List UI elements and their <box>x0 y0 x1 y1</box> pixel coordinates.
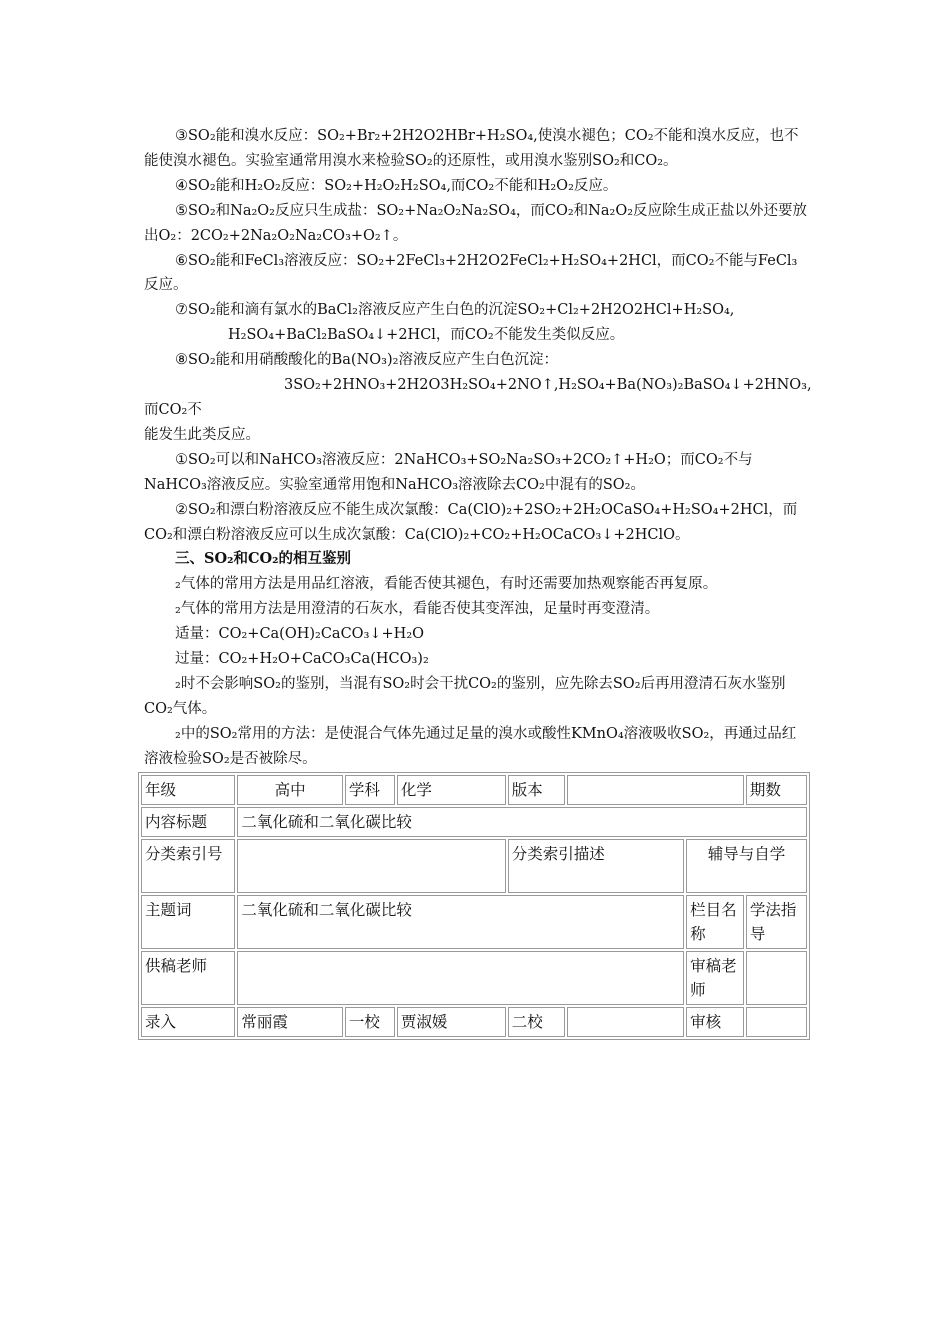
edition-value <box>567 775 743 805</box>
paragraph-barium-nitrate-tail: 能发生此类反应。 <box>144 426 260 443</box>
paragraph-removal-method: ₂中的SO₂常用的方法：是使混合气体先通过足量的溴水或酸性KMnO₄溶液吸收SO₂，再通过品红溶液检验SO₂是否被除尽。 <box>144 725 797 767</box>
contributor-label: 供稿老师 <box>141 951 235 1005</box>
column-value: 学法指导 <box>746 895 807 949</box>
edition-label: 版本 <box>508 775 566 805</box>
metadata-table <box>138 772 810 1040</box>
issue-label: 期数 <box>746 775 807 805</box>
paragraph-hydrogen-peroxide: ④SO₂能和H₂O₂反应：SO₂+H₂O₂H₂SO₄,而CO₂不能和H₂O₂反应。 <box>175 177 618 194</box>
paragraph-barium-chloride-equation: H₂SO₄+BaCl₂BaSO₄↓+2HCl，而CO₂不能发生类似反应。 <box>228 327 625 344</box>
topic-label: 主题词 <box>141 895 235 949</box>
paragraph-barium-chloride: ⑦SO₂能和滴有氯水的BaCl₂溶液反应产生白色的沉淀SO₂+Cl₂+2H2O2HCl+H₂SO₄, <box>175 302 735 319</box>
content-title-label: 内容标题 <box>141 807 235 837</box>
audit-value <box>746 1007 807 1037</box>
paragraph-bromine: ③SO₂能和溴水反应：SO₂+Br₂+2H2O2HBr+H₂SO₄,使溴水褪色；CO₂不能和溴水反应，也不能使溴水褪色。实验室通常用溴水来检验SO₂的还原性，或用溴水鉴别SO₂和CO₂。 <box>144 128 799 169</box>
category-desc-label: 分类索引描述 <box>508 839 684 893</box>
grade-value: 高中 <box>237 775 343 805</box>
section-heading: 三、SO₂和CO₂的相互鉴别 <box>175 550 351 568</box>
school2-value <box>567 1007 684 1037</box>
school1-label: 一校 <box>345 1007 395 1037</box>
paragraph-barium-nitrate-equation: 3SO₂+2HNO₃+2H2O3H₂SO₄+2NO↑,H₂SO₄+Ba(NO₃)₂BaSO₄↓+2HNO₃,而CO₂不 <box>144 377 812 418</box>
entry-label: 录入 <box>141 1007 235 1037</box>
paragraph-sodium-peroxide: ⑤SO₂和Na₂O₂反应只生成盐：SO₂+Na₂O₂Na₂SO₄，而CO₂和Na₂O₂反应除生成正盐以外还要放出O₂：2CO₂+2Na₂O₂Na₂CO₃+O₂↑。 <box>144 202 808 244</box>
contributor-value <box>237 951 684 1005</box>
category-index-value <box>237 839 505 893</box>
paragraph-ferric-chloride: ⑥SO₂能和FeCl₃溶液反应：SO₂+2FeCl₃+2H2O2FeCl₂+H₂SO₄+2HCl，而CO₂不能与FeCl₃反应。 <box>144 252 798 294</box>
entry-value: 常丽霞 <box>237 1007 343 1037</box>
table-row <box>141 839 807 893</box>
audit-label: 审核 <box>686 1007 744 1037</box>
table-row <box>141 951 807 1005</box>
school2-label: 二校 <box>508 1007 566 1037</box>
reviewer-label: 审稿老师 <box>686 951 744 1005</box>
paragraph-identify-co2: ₂气体的常用方法是用澄清的石灰水，看能否使其变浑浊，足量时再变澄清。 <box>175 601 660 618</box>
topic-value: 二氧化硫和二氧化碳比较 <box>237 895 684 949</box>
table-row <box>141 895 807 949</box>
category-index-label: 分类索引号 <box>141 839 235 893</box>
paragraph-excess-amount: 过量：CO₂+H₂O+CaCO₃Ca(HCO₃)₂ <box>175 651 429 668</box>
document-body <box>144 124 812 772</box>
school1-value: 贾淑媛 <box>397 1007 506 1037</box>
grade-label: 年级 <box>141 775 235 805</box>
paragraph-barium-nitrate: ⑧SO₂能和用硝酸酸化的Ba(NO₃)₂溶液反应产生白色沉淀： <box>175 352 558 369</box>
category-desc-value: 辅导与自学 <box>686 839 807 893</box>
subject-value: 化学 <box>397 775 506 805</box>
table-row <box>141 1007 807 1037</box>
paragraph-sodium-bicarbonate: ①SO₂可以和NaHCO₃溶液反应：2NaHCO₃+SO₂Na₂SO₃+2CO₂↑+H₂O；而CO₂不与NaHCO₃溶液反应。实验室通常用饱和NaHCO₃溶液除去CO₂中混有的SO₂。 <box>144 451 753 493</box>
table-row <box>141 807 807 837</box>
paragraph-bleaching-powder: ②SO₂和漂白粉溶液反应不能生成次氯酸：Ca(ClO)₂+2SO₂+2H₂OCaSO₄+H₂SO₄+2HCl，而CO₂和漂白粉溶液反应可以生成次氯酸：Ca(ClO)₂+CO₂+H₂OCaCO₃↓+2HClO。 <box>144 501 798 543</box>
column-label: 栏目名称 <box>686 895 744 949</box>
content-title-value: 二氧化硫和二氧化碳比较 <box>237 807 807 837</box>
paragraph-interference: ₂时不会影响SO₂的鉴别，当混有SO₂时会干扰CO₂的鉴别，应先除去SO₂后再用澄清石灰水鉴别CO₂气体。 <box>144 675 786 717</box>
table-row <box>141 775 807 805</box>
paragraph-moderate-amount: 适量：CO₂+Ca(OH)₂CaCO₃↓+H₂O <box>175 626 425 643</box>
subject-label: 学科 <box>345 775 395 805</box>
paragraph-identify-so2: ₂气体的常用方法是用品红溶液，看能否使其褪色，有时还需要加热观察能否再复原。 <box>175 576 718 593</box>
reviewer-value <box>746 951 807 1005</box>
